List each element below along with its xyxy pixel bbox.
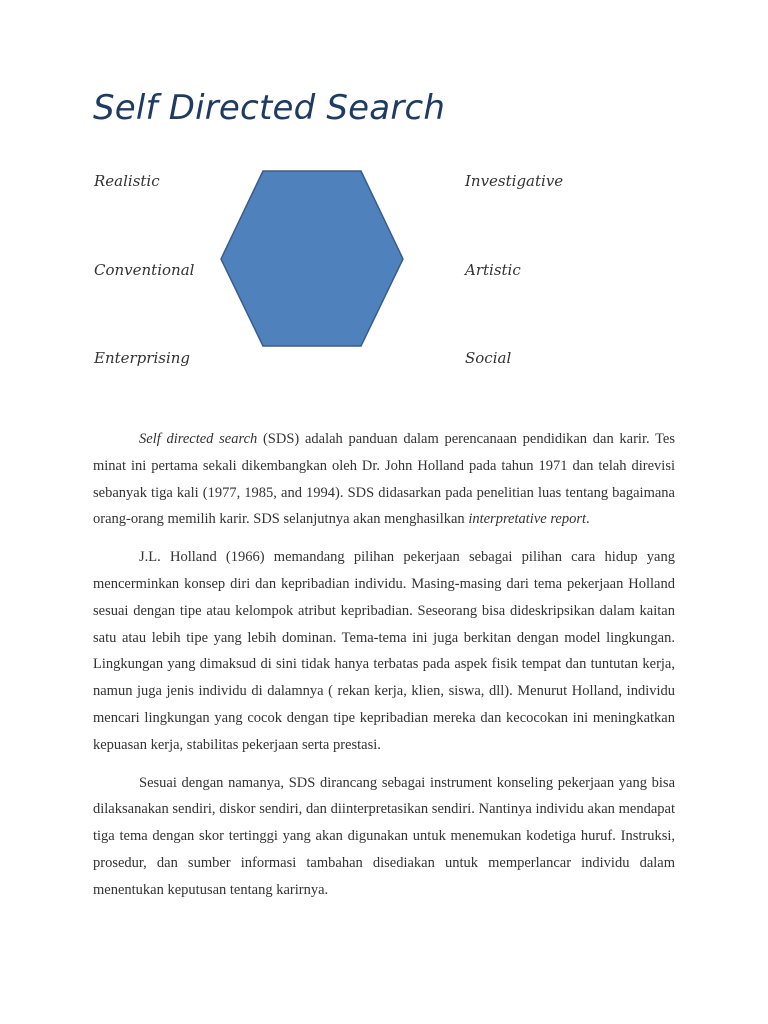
page-title: Self Directed Search — [93, 88, 446, 128]
hexagon-polygon — [221, 171, 403, 346]
label-social: Social — [465, 349, 512, 367]
hexagon-shape — [218, 169, 406, 349]
italic-term: Self directed search — [139, 431, 258, 447]
label-investigative: Investigative — [465, 172, 564, 190]
paragraph-text: (SDS) adalah panduan dalam perencanaan pendidikan dan karir. Tes minat ini pertama sekali dikembangkan oleh Dr. John Holland pada tahun 1971 dan telah direvisi sebanyak tiga kali (1977, 1985, and 1994). SDS didasarkan pada penelitian luas tentang bagaimana orang-orang memilih karir. SDS selanjutnya akan menghasilkan — [93, 431, 675, 528]
paragraph-sds-intro — [93, 426, 675, 533]
label-realistic: Realistic — [94, 172, 160, 190]
paragraph-holland-theory: J.L. Holland (1966) memandang pilihan pekerjaan sebagai pilihan cara hidup yang mencerminkan konsep diri dan kepribadian individu. Masing-masing dari tema pekerjaan Holland sesuai dengan tipe atau kelompok atribut kepribadian. Seseorang bisa dideskripsikan dalam kaitan satu atau lebih tipe yang lebih dominan. Tema-tema ini juga berkitan dengan model lingkungan. Lingkungan yang dimaksud di sini tidak hanya terbatas pada aspek fisik tempat dan tuntutan kerja, namun juga jenis individu di dalamnya ( rekan kerja, klien, siswa, dll). Menurut Holland, individu mencari lingkungan yang cocok dengan tipe kepribadian mereka dan kecocokan ini meningkatkan kepuasan kerja, stabilitas pekerjaan serta prestasi. — [93, 549, 675, 753]
label-enterprising: Enterprising — [94, 349, 191, 367]
paragraph-end: . — [586, 511, 590, 528]
body-text — [93, 426, 675, 915]
label-artistic: Artistic — [465, 261, 521, 279]
italic-term: interpretative report — [468, 511, 587, 528]
paragraph-sds-instrument: Sesuai dengan namanya, SDS dirancang sebagai instrument konseling pekerjaan yang bisa dilaksanakan sendiri, diskor sendiri, dan diinterpretasikan sendiri. Nantinya individu akan mendapat tiga tema dengan skor tertinggi yang akan digunakan untuk menemukan kodetiga huruf. Instruksi, prosedur, dan sumber informasi tambahan disediakan untuk memperlancar individu dalam menentukan keputusan tentang karirnya. — [93, 774, 675, 898]
label-conventional: Conventional — [94, 261, 195, 279]
